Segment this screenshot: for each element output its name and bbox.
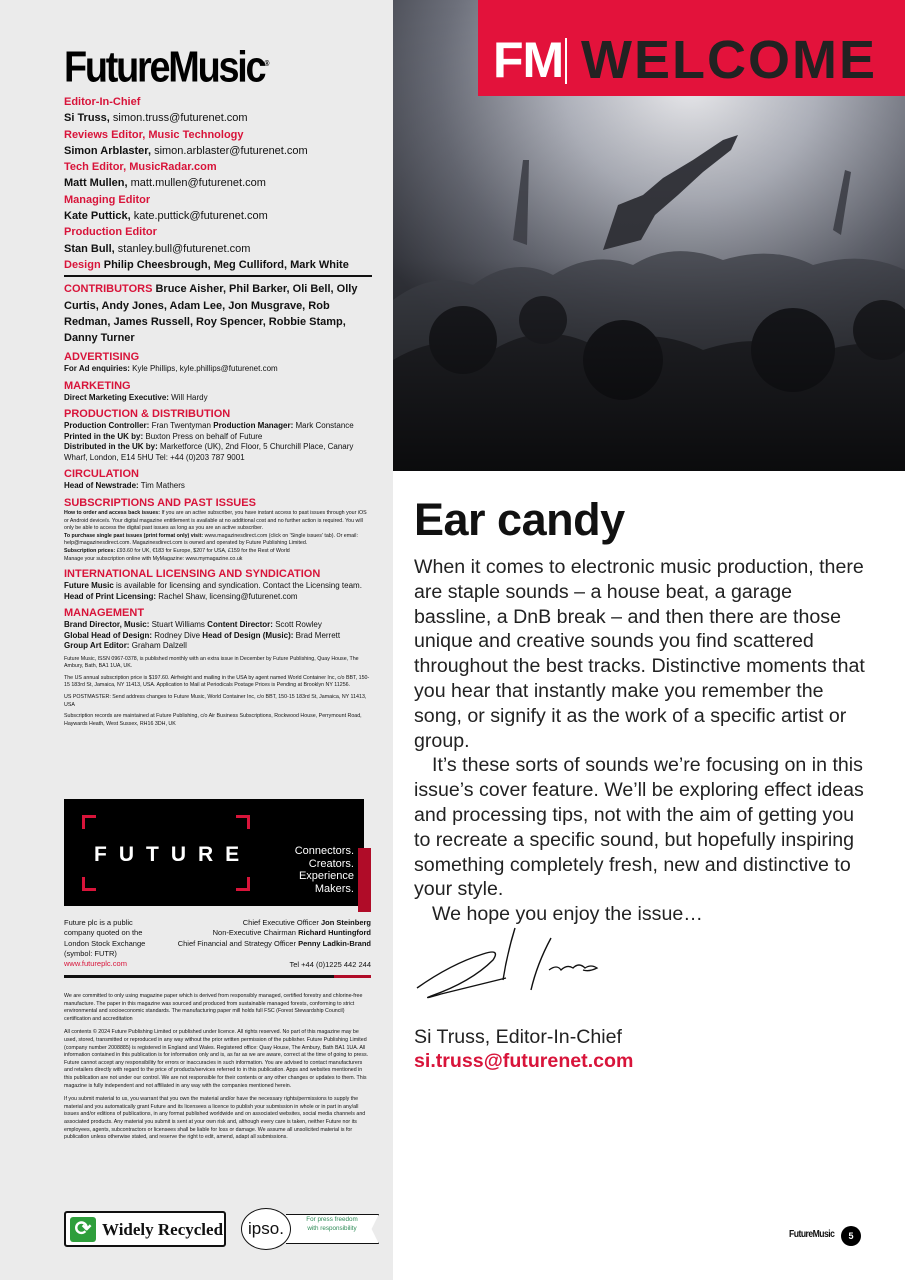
circulation-heading: CIRCULATION xyxy=(64,468,139,481)
marketing-text: Direct Marketing Executive: Will Hardy xyxy=(64,392,208,402)
imprint-2: The US annual subscription price is $197.60. Airfreight and mailing in the USA by agent named World Container Inc, c/o BBT, 150-15 183rd St, Jamaica, NY 11413, USA. Application to Mail at Periodicals Postage Prices is Pending at Brooklyn NY 11256. xyxy=(64,674,370,689)
subscriptions-text: How to order and access back issues: If you are an active subscriber, you have instant access to past issues through your iOS or Android device/s. Your digital magazine entitlement is available at no additional cost and no further action is required. You will only be able to access the digital past issues as long as you are an active subscriber. To purchase single past issues (print format only) visit: www.magazinesdirect.com (click on 'Single issues' tab). Or email: help@magazinesdirect.com. Magazinesdirect.com is owned and operated by Future Publishing Limited. Subscription prices: £93.60 for UK, €183 for Europe, $207 for USA, £159 for the Rest of World Manage your subscription online with MyMagazine: www.mymagazine.co.uk xyxy=(64,509,367,562)
folio-brand: FutureMusic xyxy=(789,1229,835,1240)
licensing-text: Future Music is available for licensing and syndication. Contact the Licensing team. Head of Print Licensing: Rachel Shaw, licensing@futurenet.com xyxy=(64,581,362,601)
future-tagline: Connectors. Creators. Experience Makers. xyxy=(294,845,354,895)
article-headline: Ear candy xyxy=(414,494,625,545)
article-body xyxy=(414,555,869,927)
plc-officers: Chief Executive Officer Jon Steinberg Non-Executive Chairman Richard Huntingford Chief Financial and Strategy Officer Penny Ladkin-Brand xyxy=(177,918,371,948)
management-heading: MANAGEMENT xyxy=(64,607,145,620)
circulation-text: Head of Newstrade: Tim Mathers xyxy=(64,481,185,491)
ipso-tagline: For press freedom with responsibility xyxy=(306,1216,358,1232)
welcome-banner xyxy=(478,0,905,96)
legal-paragraph: All contents © 2024 Future Publishing Limited or published under licence. All rights reserved. No part of this magazine may be used, stored, transmitted or reproduced in any way without the prior written permission of the publisher. Future Publishing Limited (company number 2008885) is registered in England and Wales. Registered office: Quay House, The Ambury, Bath BA1 1UA. All information contained in this publication is for information only and is, as far as we are aware, correct at the time of going to press. Future cannot accept any responsibility for errors or inaccuracies in such information. You are advised to contact manufacturers and retailers directly with regard to the price of products/services referred to in this publication. Apps and websites mentioned in this publication are not under our control. We are not responsible for their contents or any other changes or updates to them. This magazine is fully independent and not affiliated in any way with the companies mentioned herein. xyxy=(64,1029,369,1089)
advertising-heading: ADVERTISING xyxy=(64,351,140,364)
plc-info: Future plc is a public company quoted on the London Stock Exchange (symbol: FUTR) www.futureplc.com xyxy=(64,918,159,969)
legal-paragraph: We are committed to only using magazine paper which is derived from responsibly managed, certified forestry and chlorine-free manufacture. The paper in this magazine was sourced and produced from sustainable managed forests, conforming to strict environmental and socioeconomic standards. The manufacturing paper mill holds full FSC (Forest Stewardship Council) certification and accreditation xyxy=(64,993,363,1022)
imprint-3: US POSTMASTER: Send address changes to Future Music, World Container Inc, c/o BBT, 150-15 183rd St, Jamaica, NY 11413, USA xyxy=(64,693,367,708)
article-paragraph: When it comes to electronic music production, there are staple sounds – a house beat, a garage bassline, a DnB break – and then there are those unique and creative sounds you find scattered throughout the best tracks. Distinctive moments that you hear that instantly make you remember the song, or signify it as the work of a specific artist or group. xyxy=(414,556,865,752)
staff-entry: Tech Editor, MusicRadar.com Matt Mullen, matt.mullen@futurenet.com xyxy=(64,161,266,190)
imprint-1: Future Music, ISSN 0967-0378, is published monthly with an extra issue in December by Future Publishing, Quay House, The Ambury, Bath, BA1 1UA, UK. xyxy=(64,655,359,670)
future-accent-bar xyxy=(358,848,371,912)
widely-recycled-badge: ⟳ Widely Recycled xyxy=(64,1211,226,1247)
page-number: 5 xyxy=(841,1226,861,1246)
article-paragraph: It’s these sorts of sounds we’re focusing on in this issue’s cover feature. We’ll be exploring effect ideas and processing tips, not with the aim of getting you to recreate a specific sound, but hopefully inspiring something completely fresh, new and distinctive to your style. xyxy=(414,754,864,901)
corner-mark xyxy=(236,815,250,829)
marketing-heading: MARKETING xyxy=(64,379,131,392)
plc-telephone: Tel +44 (0)1225 442 244 xyxy=(289,960,371,969)
legal-notices xyxy=(64,993,371,1148)
imprint-4: Subscription records are maintained at Future Publishing, c/o Air Business Subscriptions, Rockwood House, Perrymount Road, Haywards Heath, West Sussex, RH16 3DH, UK xyxy=(64,713,362,727)
staff-entry: Editor-In-Chief Si Truss, simon.truss@futurenet.com xyxy=(64,96,248,125)
divider xyxy=(64,975,371,978)
editorial-column xyxy=(393,0,905,1280)
editor-signature xyxy=(411,924,641,1004)
staff-entry: Managing Editor Kate Puttick, kate.puttick@futurenet.com xyxy=(64,193,268,223)
concert-crowd-photo xyxy=(393,0,905,471)
editor-signoff: Si Truss, Editor-In-Chief xyxy=(414,1026,622,1048)
staff-entry: Reviews Editor, Music Technology Simon Arblaster, simon.arblaster@futurenet.com xyxy=(64,128,308,157)
advertising-text: For Ad enquiries: Kyle Phillips, kyle.phillips@futurenet.com xyxy=(64,364,278,374)
subscriptions-heading: SUBSCRIPTIONS AND PAST ISSUES xyxy=(64,496,256,509)
banner-divider xyxy=(565,38,567,84)
recycle-icon: ⟳ xyxy=(70,1217,96,1242)
ipso-badge xyxy=(241,1208,379,1250)
corner-mark xyxy=(82,877,96,891)
corner-mark xyxy=(236,877,250,891)
licensing-heading: INTERNATIONAL LICENSING AND SYNDICATION xyxy=(64,568,321,581)
future-plc-link[interactable]: www.futureplc.com xyxy=(64,959,127,969)
legal-paragraph: If you submit material to us, you warrant that you own the material and/or have the necessary rights/permissions to supply the material and you automatically grant Future and its licensees a licence to publish your submission in whole or in part in any/all issues and/or editions of publications, in any format published worldwide and on associated websites, social media channels and associated products. Any material you submit is sent at your own risk and, although every care is taken, neither Future nor its employees, agents, subcontractors or licensees shall be liable for loss or damage. We assume all unsolicited material is for publication unless otherwise stated, and reserve the right to edit, amend, adapt all submissions. xyxy=(64,1096,366,1141)
corner-mark xyxy=(82,815,96,829)
production-heading: PRODUCTION & DISTRIBUTION xyxy=(64,408,231,421)
article-paragraph: We hope you enjoy the issue… xyxy=(432,903,703,926)
masthead-column xyxy=(0,0,393,1280)
editor-email-link[interactable]: si.truss@futurenet.com xyxy=(414,1050,634,1072)
ipso-logo: ipso. xyxy=(241,1208,291,1250)
future-music-logo: FutureMusic® xyxy=(64,42,270,92)
banner-title: WELCOME xyxy=(581,30,877,90)
staff-list xyxy=(64,94,372,728)
management-text: Brand Director, Music: Stuart Williams Content Director: Scott Rowley Global Head of Design: Rodney Dive Head of Design (Music): Brad Merrett Group Art Editor: Graham Dalzell xyxy=(64,620,341,651)
production-text: Production Controller: Fran Twentyman Production Manager: Mark Constance Printed in the UK by: Buxton Press on behalf of Future Distributed in the UK by: Marketforce (UK), 2nd Floor, 5 Churchill Place, Canary Wharf, London, E14 5HU Tel: +44 (0)203 787 9001 xyxy=(64,421,354,462)
design-credit: Design Philip Cheesbrough, Meg Culliford, Mark White xyxy=(64,257,372,277)
staff-entry: Production Editor Stan Bull, stanley.bull@futurenet.com xyxy=(64,226,251,255)
contributors: CONTRIBUTORS Bruce Aisher, Phil Barker, Oli Bell, Olly Curtis, Andy Jones, Adam Lee, Jon Musgrave, Rob Redman, James Russell, Roy Spencer, Robbie Stamp, Danny Turner xyxy=(64,283,358,345)
fm-mark: FM xyxy=(493,32,564,88)
future-wordmark: FUTURE xyxy=(94,843,252,866)
future-brand-box xyxy=(64,799,364,906)
